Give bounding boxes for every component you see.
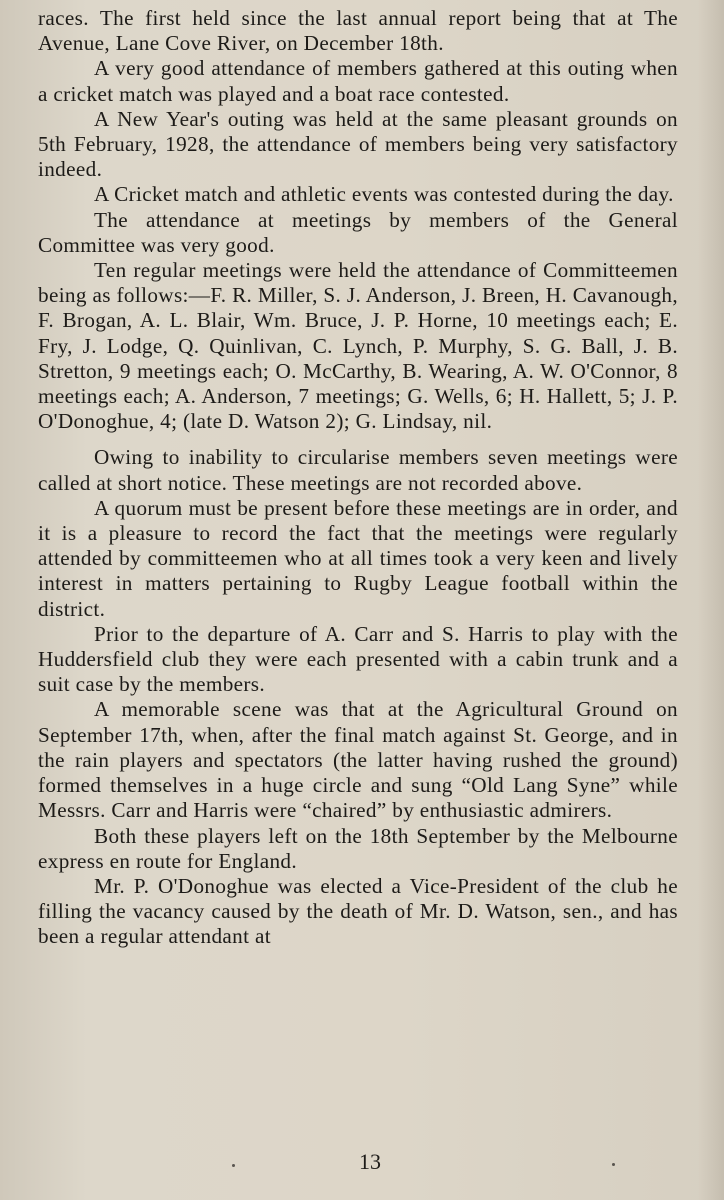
paragraph-7: Owing to inability to circularise members seven meetings were called at short notice. These meetings are not recorded above. — [38, 445, 678, 495]
paragraph-12: Mr. P. O'Donoghue was elected a Vice-President of the club he filling the vacancy caused by the death of Mr. D. Watson, sen., and has been a regular attendant at — [38, 873, 678, 949]
print-speck — [612, 1163, 615, 1166]
page-edge-shadow — [698, 0, 724, 1200]
print-speck — [232, 1164, 235, 1167]
paragraph-3: A New Year's outing was held at the same pleasant grounds on 5th February, 1928, the attendance of members being very satisfactory indeed. — [38, 106, 678, 182]
paragraph-8: A quorum must be present before these meetings are in order, and it is a pleasure to record the fact that the meetings were regularly attended by committeemen who at all times took a very keen and lively interest in matters pertaining to Rugby League football within the district. — [38, 495, 678, 621]
paragraph-6: Ten regular meetings were held the attendance of Committeemen being as follows:—F. R. Miller, S. J. Anderson, J. Breen, H. Cavanough, F. Brogan, A. L. Blair, Wm. Bruce, J. P. Horne, 10 meetings each; E. Fry, J. Lodge, Q. Quinlivan, C. Lynch, P. Murphy, S. G. Ball, J. B. Stretton, 9 meetings each; O. McCarthy, B. Wearing, A. W. O'Connor, 8 meetings each; A. Anderson, 7 meetings; G. Wells, 6; H. Hallett, 5; J. P. O'Donoghue, 4; (late D. Watson 2); G. Lindsay, nil. — [38, 258, 678, 434]
paragraph-5: The attendance at meetings by members of the General Committee was very good. — [38, 207, 678, 257]
paragraph-2: A very good attendance of members gathered at this outing when a cricket match was played and a boat race contested. — [38, 56, 678, 106]
page-number: 13 — [359, 1149, 381, 1174]
paragraph-4: A Cricket match and athletic events was contested during the day. — [94, 182, 674, 207]
paragraph-10: A memorable scene was that at the Agricultural Ground on September 17th, when, after the final match against St. George, and in the rain players and spectators (the latter having rushed the ground) formed themselves in a huge circle and sung “Old Lang Syne” while Messrs. Carr and Harris were “chaired” by enthusiastic admirers. — [38, 697, 678, 823]
body-text — [38, 6, 678, 950]
paragraph-11: Both these players left on the 18th September by the Melbourne express en route for England. — [38, 823, 678, 873]
paragraph-1: races. The first held since the last annual report being that at The Avenue, Lane Cove River, on December 18th. — [38, 6, 678, 56]
paragraph-9: Prior to the departure of A. Carr and S. Harris to play with the Huddersfield club they were each presented with a cabin trunk and a suit case by the members. — [38, 621, 678, 697]
